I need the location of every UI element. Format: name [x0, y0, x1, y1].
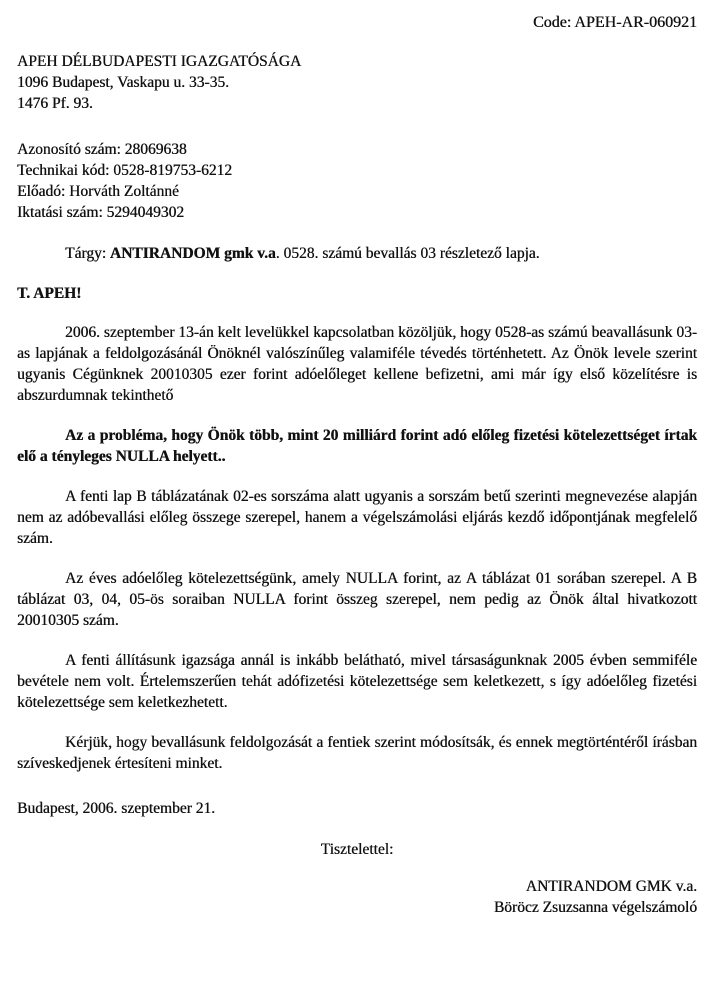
body-paragraph-6: Kérjük, hogy bevallásunk feldolgozását a fentiek szerint módosítsák, és ennek megtörténtéről írásban szíveskedjenek értesíteni minket.	[17, 734, 697, 772]
body-paragraph-4: Az éves adóelőleg kötelezettségünk, amely NULLA forint, az A táblázat 01 sorában szerepel. A B táblázat 03, 04, 05-ös soraiban NULLA forint összeg szerepel, nem pedig az Önök által hivatkozott 20010305 szám.	[17, 570, 697, 629]
technical-code-line: Technikai kód: 0528-819753-6212	[17, 162, 233, 179]
salutation: T. APEH!	[17, 285, 82, 302]
sender-address-block	[17, 51, 697, 114]
subject-line	[17, 243, 697, 264]
signature-person: Böröcz Zsuzsanna végelszámoló	[493, 899, 697, 916]
signature-company: ANTIRANDOM GMK v.a.	[525, 878, 697, 895]
reference-block	[17, 139, 697, 223]
signature-block	[17, 876, 697, 918]
closing-phrase: Tisztelettel:	[320, 841, 394, 858]
date-line: Budapest, 2006. szeptember 21.	[17, 800, 216, 817]
subject-rest: . 0528. számú bevallás 03 részletező lapja.	[275, 245, 540, 262]
document-code: Code: APEH-AR-060921	[533, 14, 697, 31]
case-officer-line: Előadó: Horváth Zoltánné	[17, 183, 179, 200]
body-paragraph-2-emphasis: Az a probléma, hogy Önök több, mint 20 milliárd forint adó előleg fizetési kötelezettséget írtak elő a tényleges NULLA helyett..	[17, 427, 697, 465]
subject-company-name: ANTIRANDOM gmk v.a	[109, 245, 276, 262]
sender-street: 1096 Budapest, Vaskapu u. 33-35.	[17, 74, 229, 91]
subject-label: Tárgy:	[65, 245, 110, 262]
registration-number-line: Iktatási szám: 5294049302	[17, 204, 185, 221]
body-paragraph-1: 2006. szeptember 13-án kelt levelükkel kapcsolatban közöljük, hogy 0528-as számú beavallásunk 03-as lapjának a feldolgozásánál Önöknél valószínűleg valamiféle tévedés történhetett. Az Önök levele szerint ugyanis Cégünknek 20010305 ezer forint adóelőleget kellene befizetni, ami már így első közelítésre is abszurdumnak tekinthető	[17, 324, 697, 404]
sender-postbox: 1476 Pf. 93.	[17, 95, 93, 112]
sender-name: APEH DÉLBUDAPESTI IGAZGATÓSÁGA	[17, 53, 302, 70]
body-paragraph-5: A fenti állításunk igazsága annál is inkább belátható, mivel társaságunknak 2005 évben semmiféle bevétele nem volt. Értelemszerűen tehát adófizetési kötelezettsége sem keletkezett, s így adóelőleg fizetési kötelezettsége sem keletkezhetett.	[17, 652, 697, 711]
identifier-number-line: Azonosító szám: 28069638	[17, 141, 187, 158]
body-paragraph-3: A fenti lap B táblázatának 02-es sorszáma alatt ugyanis a sorszám betű szerinti megnevezése alapján nem az adóbevallási előleg összege szerepel, hanem a végelszámolási eljárás kezdő időpontjának megfelelő szám.	[17, 488, 697, 547]
